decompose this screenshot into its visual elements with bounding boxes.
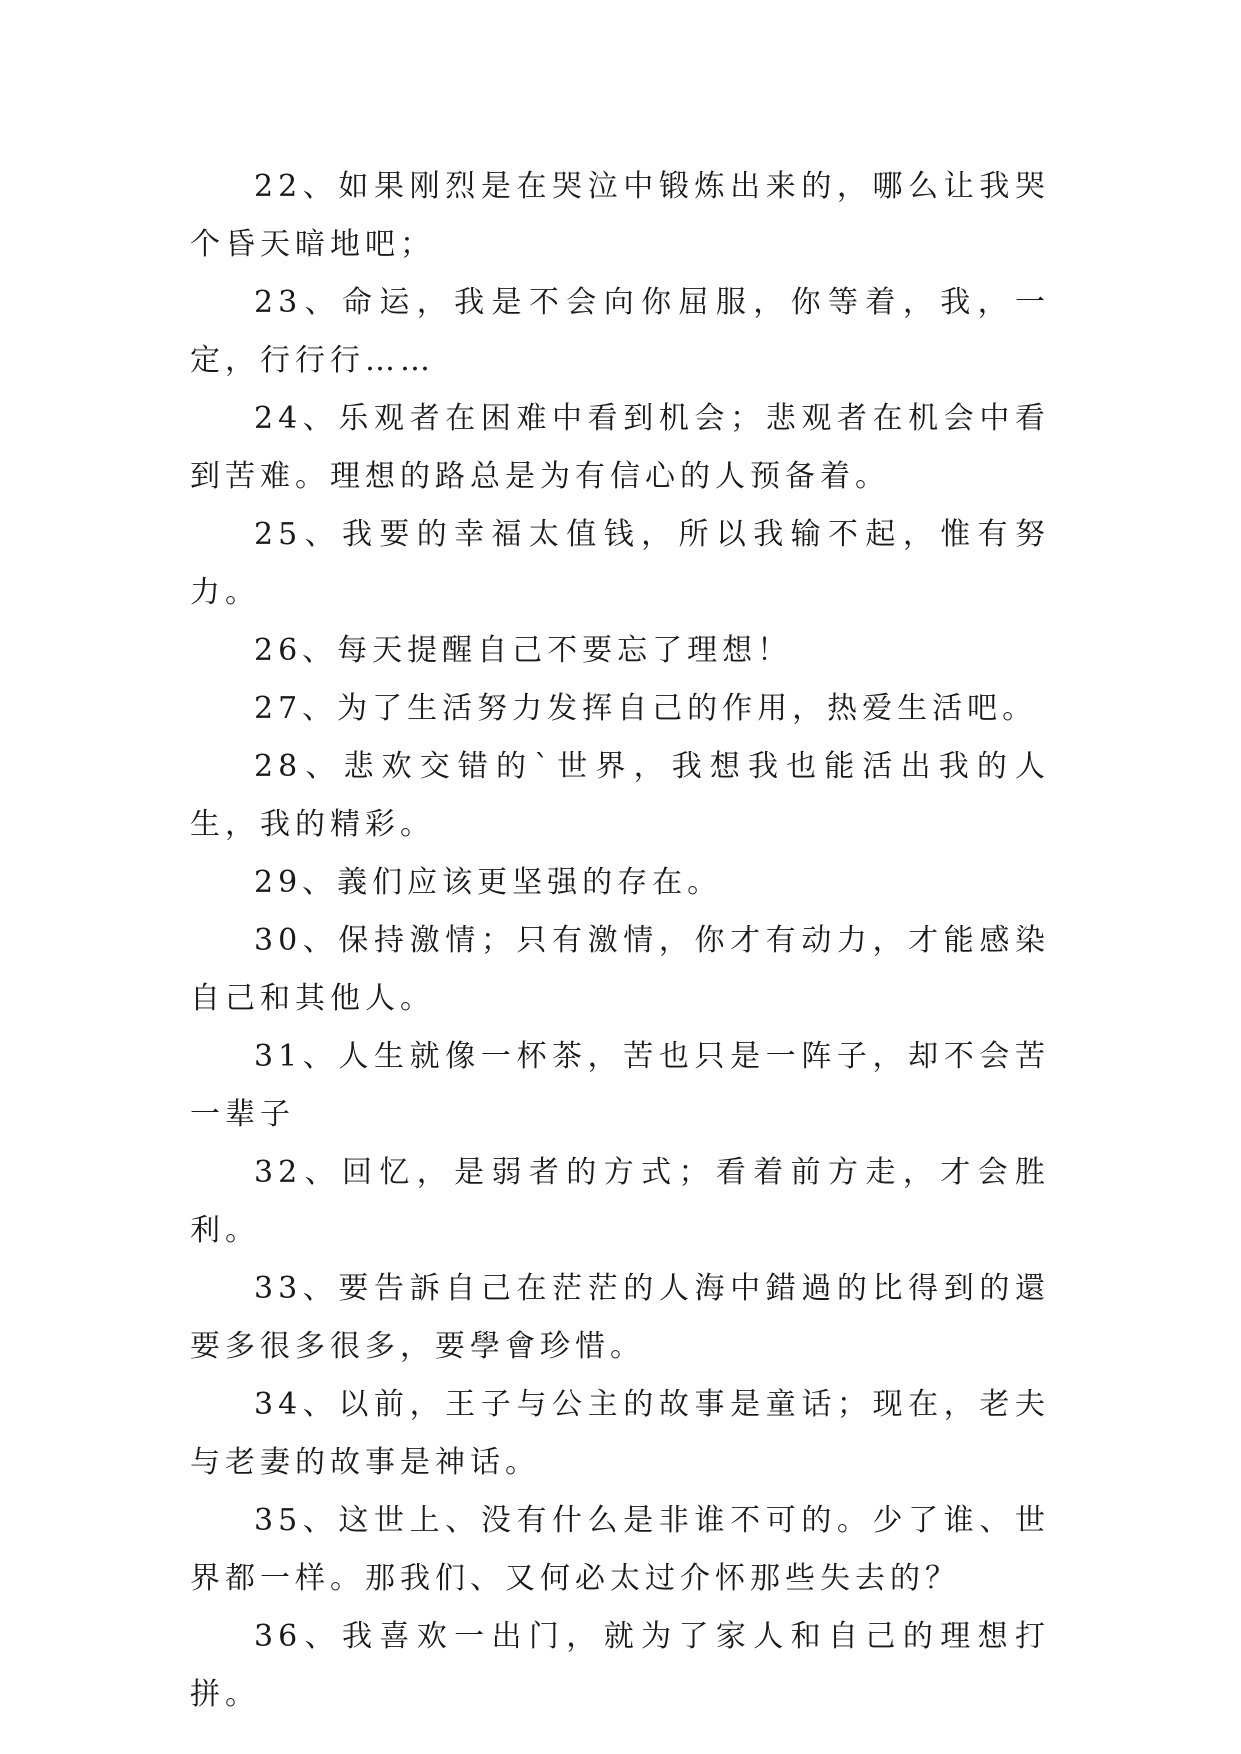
paragraph-26: 26、每天提醒自己不要忘了理想！ (254, 633, 793, 668)
paragraph-25: 25、我要的幸福太值钱，所以我输不起，惟有努力。 (190, 517, 1050, 610)
paragraph-31: 31、人生就像一杯茶，苦也只是一阵子，却不会苦一辈子 (190, 1039, 1050, 1132)
paragraph-35: 35、这世上、没有什么是非谁不可的。少了谁、世界都一样。那我们、又何必太过介怀那些失去的？ (190, 1503, 1050, 1596)
paragraph-27: 27、为了生活努力发挥自己的作用，热爱生活吧。 (254, 691, 1038, 726)
paragraph-23: 23、命运，我是不会向你屈服，你等着，我，一定，行行行…… (190, 285, 1050, 378)
paragraph-30: 30、保持激情；只有激情，你才有动力，才能感染自己和其他人。 (190, 923, 1050, 1016)
paragraph-33: 33、要告訴自己在茫茫的人海中錯過的比得到的還要多很多很多，要學會珍惜。 (190, 1271, 1050, 1364)
paragraph-32: 32、回忆，是弱者的方式；看着前方走，才会胜利。 (190, 1155, 1050, 1248)
paragraph-34: 34、以前，王子与公主的故事是童话；现在，老夫与老妻的故事是神话。 (190, 1387, 1050, 1480)
document-body (190, 158, 1050, 1724)
paragraph-22: 22、如果刚烈是在哭泣中锻炼出来的，哪么让我哭个昏天暗地吧； (190, 169, 1050, 262)
paragraph-29: 29、義们应该更坚强的存在。 (254, 865, 723, 900)
paragraph-28: 28、悲欢交错的`世界，我想我也能活出我的人生，我的精彩。 (190, 749, 1050, 842)
paragraph-36: 36、我喜欢一出门，就为了家人和自己的理想打拼。 (190, 1619, 1050, 1712)
paragraph-24: 24、乐观者在困难中看到机会；悲观者在机会中看到苦难。理想的路总是为有信心的人预备着。 (190, 401, 1050, 494)
